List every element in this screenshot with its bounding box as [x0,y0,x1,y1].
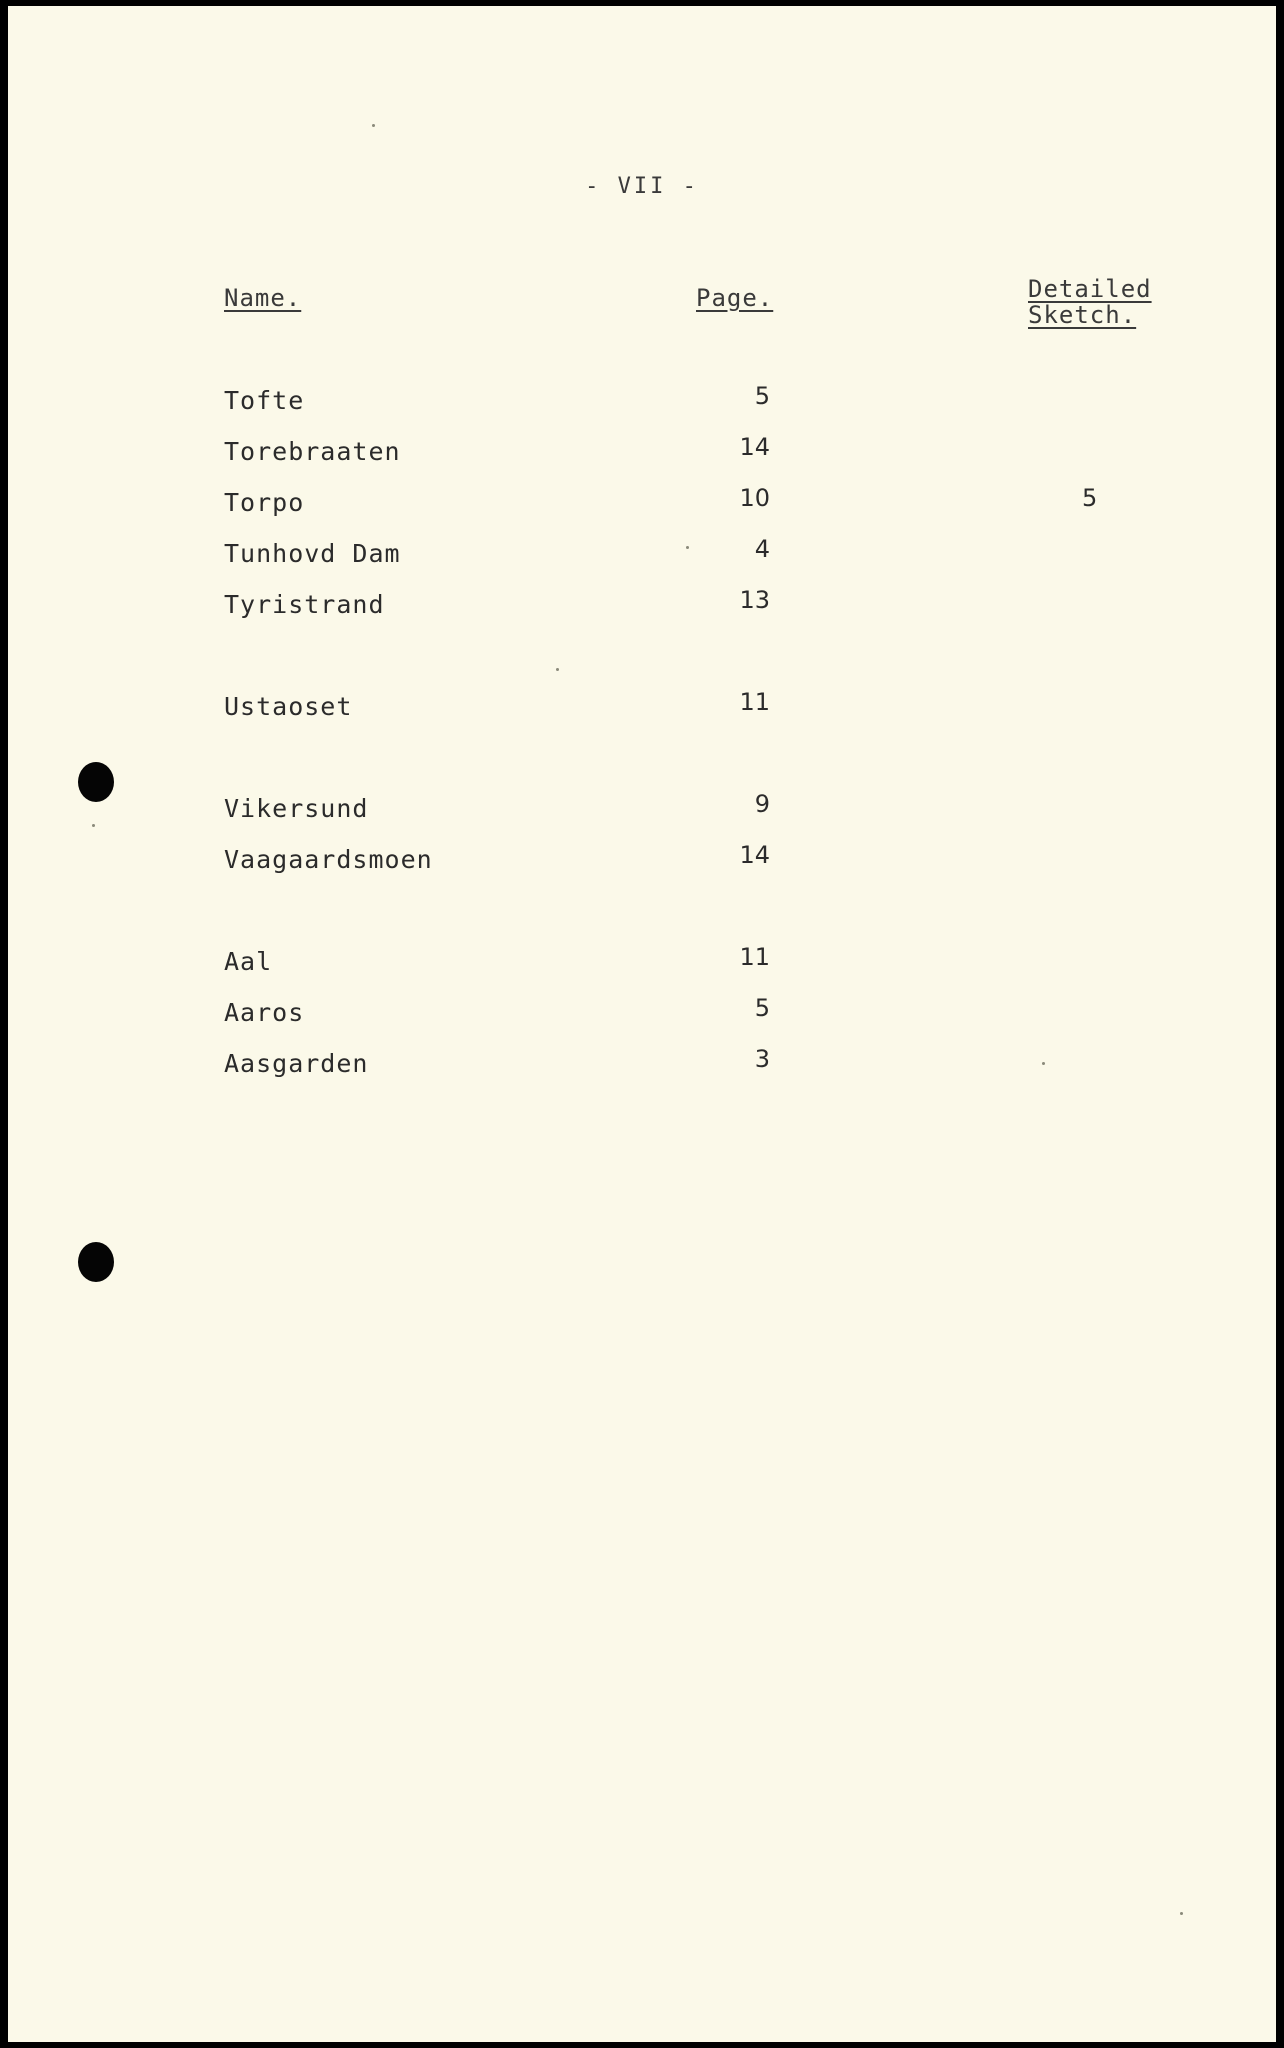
paper-speck [92,824,95,827]
punch-hole-upper [78,762,114,802]
sketch-number: 5 [1082,484,1098,512]
column-header-name: Name. [224,284,302,312]
document-page [8,6,1276,2042]
paper-speck [1042,1062,1045,1065]
paper-speck [1180,1912,1183,1915]
index-row [8,790,1276,834]
index-row [8,994,1276,1038]
place-name: Torpo [224,488,305,517]
index-row [8,535,1276,579]
page-number: 3 [754,1045,770,1073]
page-number: 14 [739,433,770,461]
page-marker: - VII - [585,174,699,199]
page-number: 13 [739,586,770,614]
index-row [8,433,1276,477]
place-name: Vikersund [224,794,369,823]
page-number: 14 [739,841,770,869]
column-header-page: Page. [696,284,774,312]
page-number: 9 [754,790,770,818]
column-header-sketch-line2: Sketch. [1028,301,1137,329]
index-row [8,484,1276,528]
place-name: Aaros [224,998,305,1027]
page-number: 11 [739,688,770,716]
index-row [8,382,1276,426]
place-name: Torebraaten [224,437,401,466]
place-name: Vaagaardsmoen [224,845,433,874]
place-name: Aal [224,947,273,976]
paper-speck [372,124,375,127]
index-row [8,688,1276,732]
place-name: Ustaoset [224,692,353,721]
place-name: Tyristrand [224,590,385,619]
column-header-detailed-sketch [1028,276,1152,328]
index-row [8,586,1276,630]
paper-speck [686,546,689,549]
punch-hole-lower [78,1242,114,1282]
index-row [8,1045,1276,1089]
place-name: Tunhovd Dam [224,539,401,568]
column-header-sketch-line1: Detailed [1028,275,1152,303]
page-number: 11 [739,943,770,971]
page-number: 5 [754,382,770,410]
place-name: Tofte [224,386,305,415]
place-name: Aasgarden [224,1049,369,1078]
page-number: 10 [739,484,770,512]
page-number: 5 [754,994,770,1022]
index-row [8,943,1276,987]
paper-speck [556,668,559,671]
index-row [8,841,1276,885]
page-number: 4 [754,535,770,563]
